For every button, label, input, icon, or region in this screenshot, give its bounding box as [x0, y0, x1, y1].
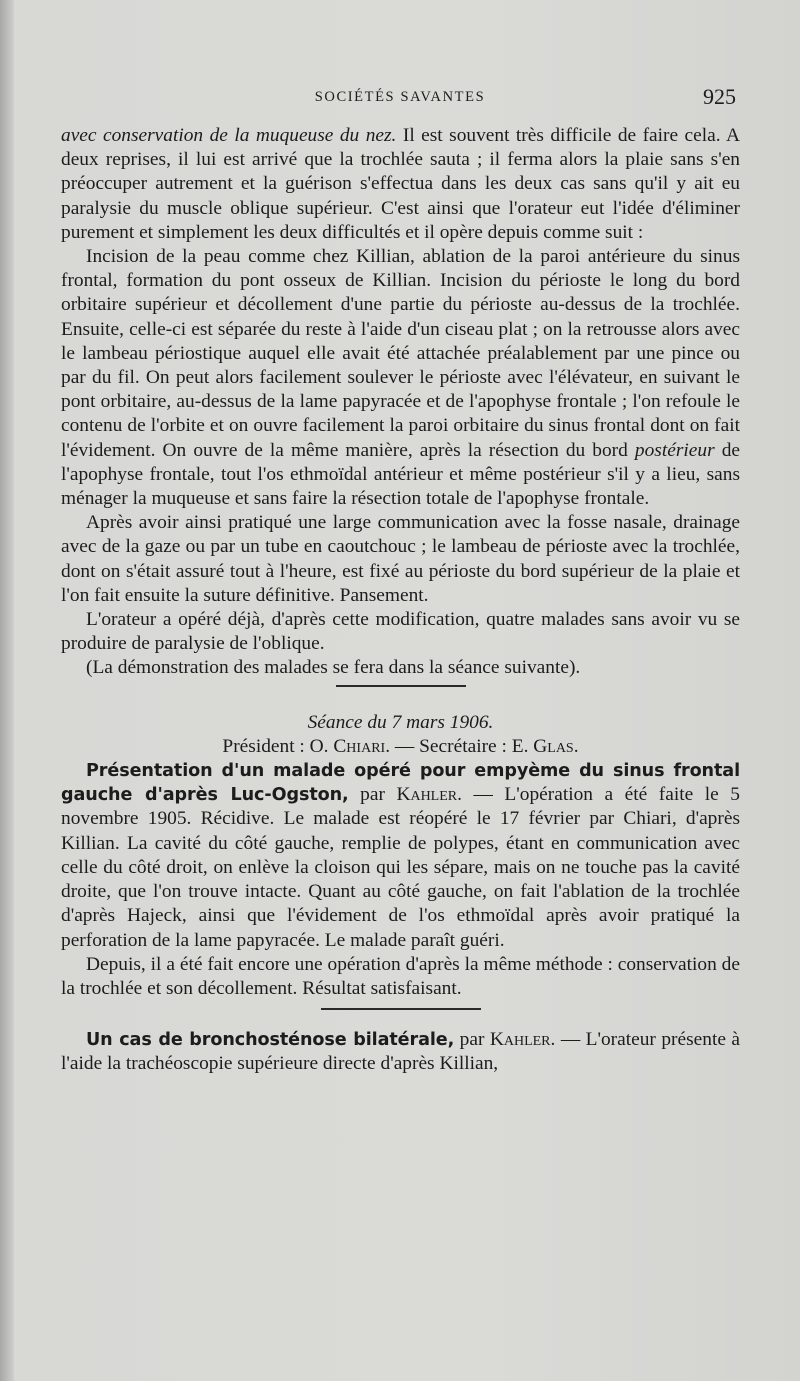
case-2 [61, 1028, 740, 1076]
case-1-text: . — L'opération a été faite le 5 novembre 1905. Récidive. Le malade est réopéré le 17 février par Chiari, d'après Killian. La cavité du côté gauche, remplie de polypes, étant en communication avec celle du côté droit, on enlève la cloison qui les sépare, mais on ne touche pas la cavité droite, que l'on trouve intacte. Quant au côté gauche, on fait l'ablation de la trochlée d'après Hajeck, ainsi que l'évidement de l'os ethmoïdal après avoir pratiqué la perforation de la lame papyracée. Le malade paraît guéri. [61, 784, 740, 951]
page-binding-shadow [0, 0, 14, 1381]
case-1 [61, 759, 740, 953]
main-text [61, 124, 740, 1077]
paragraph-2-before: Incision de la peau comme chez Killian, ablation de la paroi antérieure du sinus frontal, formation du pont osseux de Killian. Incision du périoste le long du bord orbitaire supérieur et décollement d'une partie du périoste au-dessus de la trochlée. Ensuite, celle-ci est séparée du reste à l'aide d'un ciseau plat ; on la retrousse alors avec le lambeau périostique auquel elle avait été attachée préalablement par une pince ou par du fil. On peut alors facilement soulever le périoste avec l'élévateur, en suivant le pont orbitaire, au-dessus de la lame papyracée et de l'apophyse frontale ; l'on refoule le contenu de l'orbite et on ouvre facilement la paroi orbitaire du sinus frontal dont on fait l'évidement. On ouvre de la même manière, après la résection du bord [61, 246, 740, 461]
running-head: SOCIÉTÉS SAVANTES [314, 89, 486, 105]
president-name: Chiari [333, 735, 386, 757]
paragraph-5: (La démonstration des malades se fera dans la séance suivante). [86, 657, 581, 679]
secretary-name: Glas [533, 735, 574, 757]
page-number: 925 [703, 84, 736, 109]
paragraph-1-text: Il est souvent très difficile de faire cela. A deux reprises, il lui est arrivé que la trochlée sauta ; il ferma alors la plaie sans s'en préoccuper autrement et la guérison s'effectua dans les deux cas sans qu'il y ait eu paralysie du muscle oblique supérieur. C'est ainsi que l'orateur eut l'idée d'éliminer purement et simplement les deux difficultés et il opère depuis comme suit : [61, 125, 740, 243]
president-label: Président : O. [222, 735, 334, 757]
case-1-by: par [348, 784, 397, 806]
officers-end: . [573, 735, 579, 757]
case-2-text: . — L'orateur présente à l'aide la trachéoscopie supérieure directe d'après Killian, [61, 1029, 740, 1075]
case-2-by: par [454, 1029, 490, 1051]
case-divider [321, 1008, 481, 1010]
session-officers [61, 735, 740, 759]
case-1-title: Présentation d'un malade opéré pour empyème du sinus frontal gauche d'après Luc-Ogston, [61, 761, 740, 806]
paragraph-1 [61, 124, 740, 245]
paragraph-4: L'orateur a opéré déjà, d'après cette modification, quatre malades sans avoir vu se produire de paralysie de l'oblique. [61, 609, 740, 655]
section-divider [336, 685, 466, 687]
paragraph-2-italic: postérieur [634, 439, 715, 461]
paragraph-2 [61, 245, 740, 511]
session-title [61, 711, 740, 735]
paragraph-2-after: de l'apophyse frontale, tout l'os ethmoïdal antérieur et même postérieur s'il y a lieu, sans ménager la muqueuse et sans faire la résection totale de l'apophyse frontale. [61, 439, 740, 510]
paragraph-3: Après avoir ainsi pratiqué une large communication avec la fosse nasale, drainage avec de la gaze ou par un tube en caoutchouc ; le lambeau de périoste avec la trochlée, dont on s'était assuré tout à l'heure, est fixé au périoste du bord supérieur de la plaie et l'on fait ensuite la suture définitive. Pansement. [61, 512, 740, 606]
page-header [60, 84, 740, 110]
paragraph-1-lead: avec conservation de la muqueuse du nez. [61, 125, 397, 146]
case-1-followup: Depuis, il a été fait encore une opération d'après la même méthode : conservation de la trochlée et son décollement. Résultat satisfaisant. [61, 953, 740, 999]
secretary-label: . — Secrétaire : E. [385, 735, 534, 757]
case-2-title: Un cas de bronchosténose bilatérale, [86, 1030, 455, 1051]
case-2-author: Kahler [489, 1029, 551, 1051]
session-title-text: Séance du 7 mars 1906. [307, 711, 494, 733]
case-1-author: Kahler [396, 784, 458, 806]
